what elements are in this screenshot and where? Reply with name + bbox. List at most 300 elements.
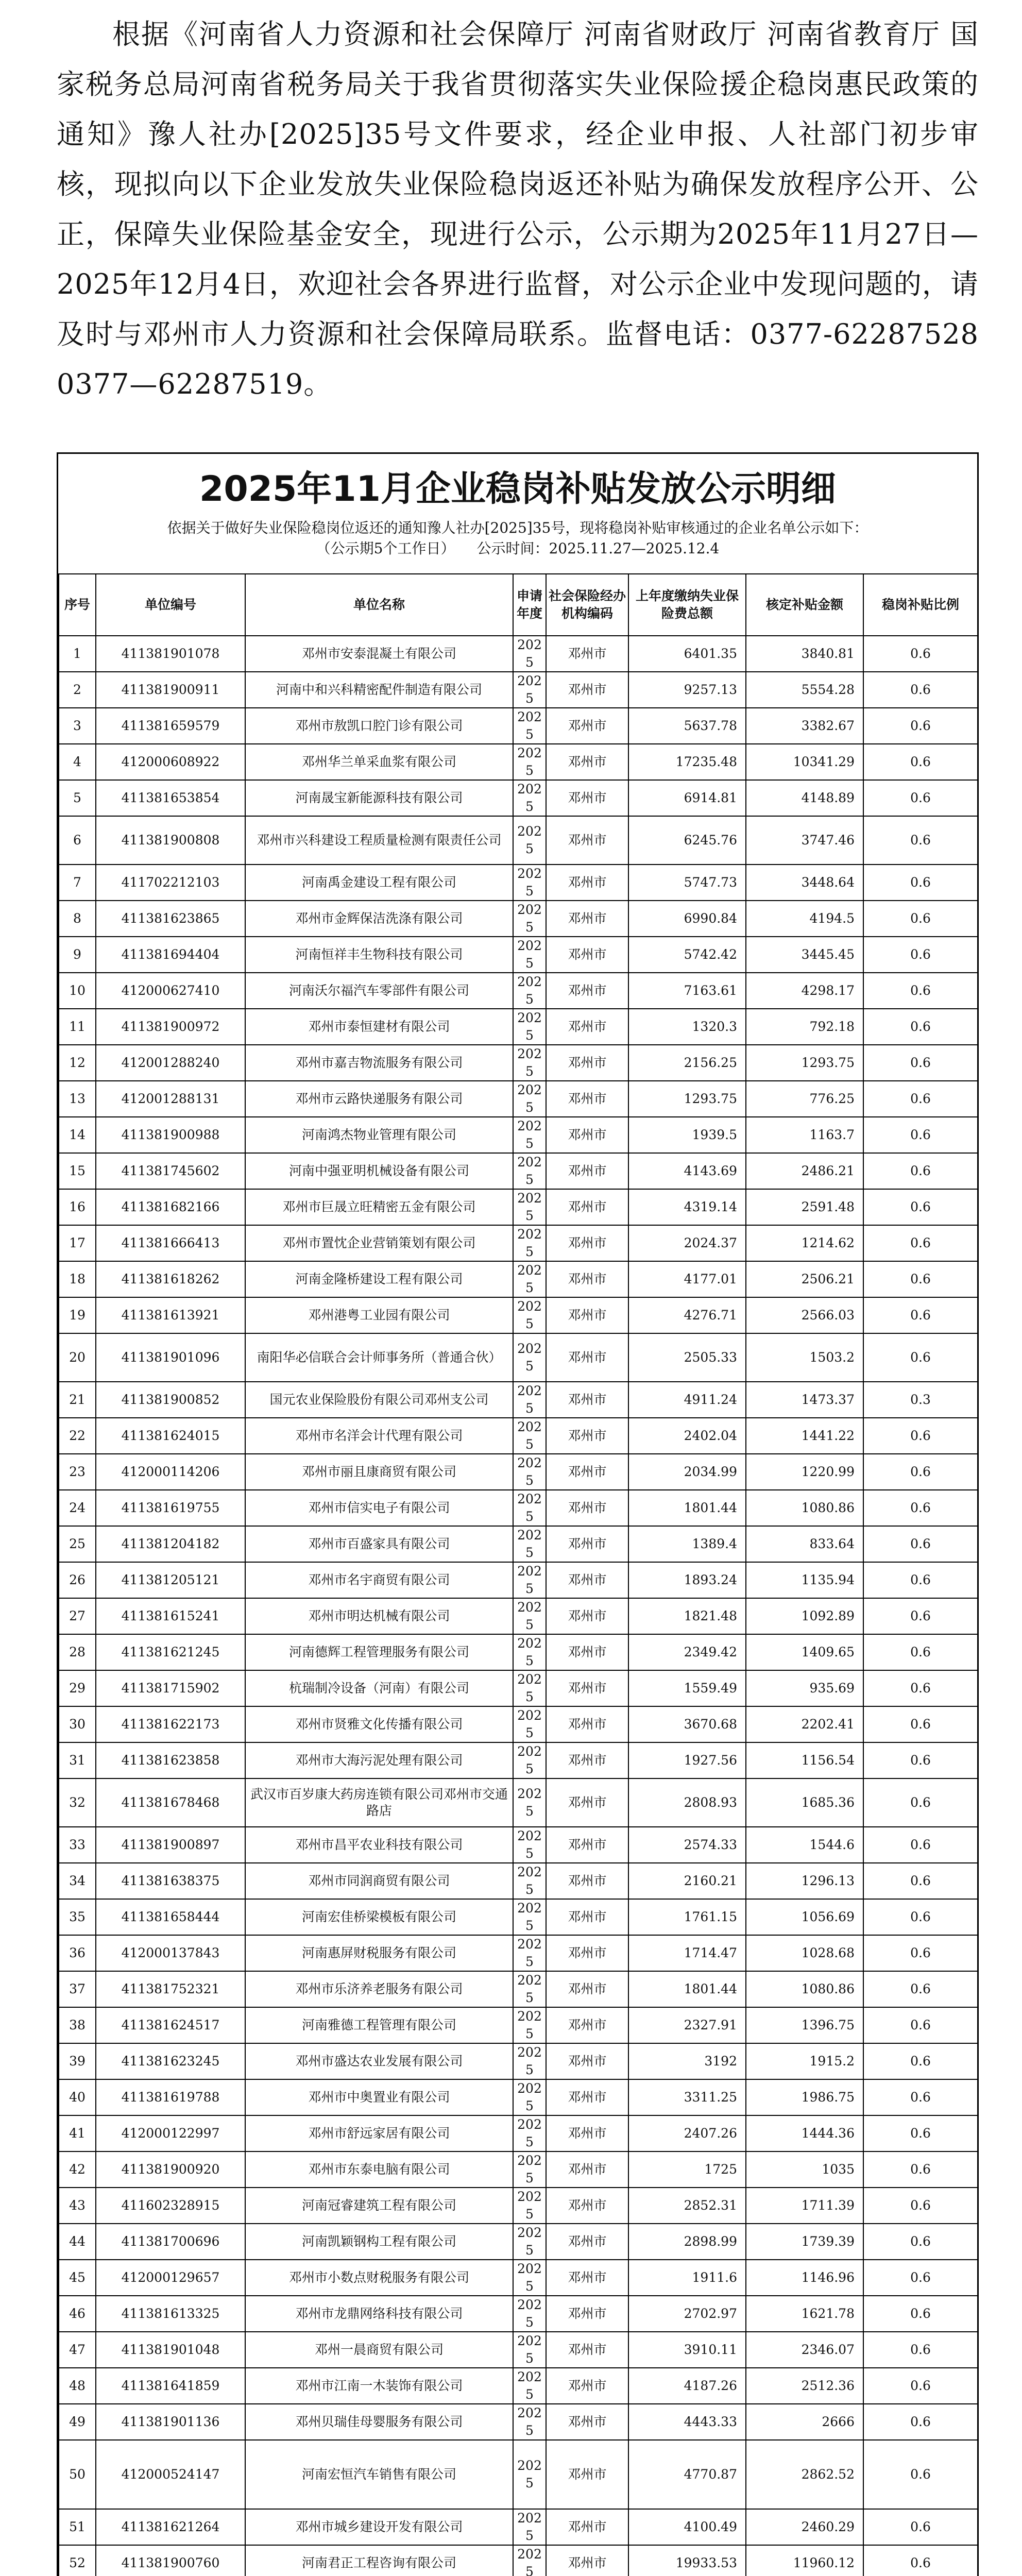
cell-subsidy: 1503.2: [746, 1333, 863, 1382]
cell-ratio: 0.6: [863, 1778, 978, 1827]
cell-ratio: 0.6: [863, 2115, 978, 2151]
cell-code: 412000524147: [96, 2440, 245, 2509]
cell-paid: 1927.56: [628, 1742, 746, 1778]
cell-agency: 邓州市: [546, 1778, 628, 1827]
table-row: [59, 2224, 978, 2260]
cell-year: 2025: [513, 1117, 546, 1153]
cell-name: 河南中和兴科精密配件制造有限公司: [245, 672, 513, 708]
cell-agency: 邓州市: [546, 1117, 628, 1153]
cell-paid: 2034.99: [628, 1454, 746, 1490]
cell-no: 12: [59, 1045, 96, 1081]
table-row: [59, 2368, 978, 2404]
cell-code: 411381613325: [96, 2296, 245, 2332]
header-code: 单位编号: [96, 574, 245, 636]
cell-paid: 17235.48: [628, 744, 746, 780]
header-year: 申请年度: [513, 574, 546, 636]
cell-name: 邓州一晨商贸有限公司: [245, 2332, 513, 2368]
cell-no: 23: [59, 1454, 96, 1490]
cell-year: 2025: [513, 1261, 546, 1297]
cell-code: 411381900760: [96, 2545, 245, 2576]
cell-code: 411381694404: [96, 937, 245, 973]
cell-subsidy: 2666: [746, 2404, 863, 2440]
cell-no: 51: [59, 2509, 96, 2545]
cell-subsidy: 2512.36: [746, 2368, 863, 2404]
cell-year: 2025: [513, 1670, 546, 1706]
table-row: [59, 1225, 978, 1261]
table-row: [59, 1778, 978, 1827]
table-title: 2025年11月企业稳岗补贴发放公示明细: [199, 468, 836, 510]
cell-year: 2025: [513, 1863, 546, 1899]
cell-code: 411702212103: [96, 865, 245, 901]
cell-ratio: 0.6: [863, 816, 978, 865]
cell-paid: 2898.99: [628, 2224, 746, 2260]
cell-subsidy: 935.69: [746, 1670, 863, 1706]
cell-year: 2025: [513, 1189, 546, 1225]
cell-agency: 邓州市: [546, 2043, 628, 2079]
table-row: [59, 1863, 978, 1899]
cell-year: 2025: [513, 2151, 546, 2188]
cell-year: 2025: [513, 1333, 546, 1382]
table-row: [59, 2440, 978, 2509]
cell-subsidy: 1621.78: [746, 2296, 863, 2332]
table-row: [59, 2007, 978, 2043]
cell-paid: 5742.42: [628, 937, 746, 973]
cell-name: 河南禹金建设工程有限公司: [245, 865, 513, 901]
cell-name: 邓州市同润商贸有限公司: [245, 1863, 513, 1899]
cell-agency: 邓州市: [546, 1454, 628, 1490]
cell-code: 411381619788: [96, 2079, 245, 2115]
cell-name: 邓州市名洋会计代理有限公司: [245, 1418, 513, 1454]
table-header-row: [59, 574, 978, 636]
cell-no: 38: [59, 2007, 96, 2043]
cell-agency: 邓州市: [546, 1261, 628, 1297]
cell-agency: 邓州市: [546, 1935, 628, 1971]
cell-year: 2025: [513, 2404, 546, 2440]
cell-subsidy: 1685.36: [746, 1778, 863, 1827]
table-row: [59, 1670, 978, 1706]
cell-subsidy: 2506.21: [746, 1261, 863, 1297]
cell-subsidy: 1444.36: [746, 2115, 863, 2151]
cell-no: 28: [59, 1634, 96, 1670]
cell-no: 46: [59, 2296, 96, 2332]
header-paid: 上年度缴纳失业保险费总额: [628, 574, 746, 636]
table-row: [59, 2545, 978, 2576]
cell-paid: 1801.44: [628, 1971, 746, 2007]
cell-name: 邓州市名宇商贸有限公司: [245, 1562, 513, 1598]
cell-agency: 邓州市: [546, 1418, 628, 1454]
cell-name: 邓州市百盛家具有限公司: [245, 1526, 513, 1562]
cell-no: 24: [59, 1490, 96, 1526]
cell-code: 411381678468: [96, 1778, 245, 1827]
table-row: [59, 2079, 978, 2115]
cell-code: 412000137843: [96, 1935, 245, 1971]
cell-ratio: 0.6: [863, 1081, 978, 1117]
cell-paid: 2505.33: [628, 1333, 746, 1382]
cell-agency: 邓州市: [546, 816, 628, 865]
cell-no: 36: [59, 1935, 96, 1971]
cell-code: 411381653854: [96, 780, 245, 816]
cell-code: 411381900988: [96, 1117, 245, 1153]
cell-code: 411381900808: [96, 816, 245, 865]
cell-year: 2025: [513, 937, 546, 973]
cell-paid: 3670.68: [628, 1706, 746, 1742]
cell-ratio: 0.6: [863, 2368, 978, 2404]
cell-code: 411381900920: [96, 2151, 245, 2188]
cell-name: 河南雅德工程管理有限公司: [245, 2007, 513, 2043]
cell-year: 2025: [513, 2332, 546, 2368]
cell-agency: 邓州市: [546, 1189, 628, 1225]
cell-name: 邓州市乐济养老服务有限公司: [245, 1971, 513, 2007]
cell-ratio: 0.6: [863, 2404, 978, 2440]
table-row: [59, 744, 978, 780]
cell-name: 邓州市云路快递服务有限公司: [245, 1081, 513, 1117]
cell-agency: 邓州市: [546, 2115, 628, 2151]
cell-no: 42: [59, 2151, 96, 2188]
cell-no: 6: [59, 816, 96, 865]
cell-code: 411381659579: [96, 708, 245, 744]
cell-name: 邓州市嘉吉物流服务有限公司: [245, 1045, 513, 1081]
cell-paid: 3910.11: [628, 2332, 746, 2368]
cell-year: 2025: [513, 1899, 546, 1935]
cell-name: 南阳华必信联合会计师事务所（普通合伙）: [245, 1333, 513, 1382]
cell-code: 411381658444: [96, 1899, 245, 1935]
cell-year: 2025: [513, 901, 546, 937]
cell-agency: 邓州市: [546, 744, 628, 780]
cell-agency: 邓州市: [546, 2007, 628, 2043]
cell-ratio: 0.6: [863, 2440, 978, 2509]
cell-code: 412001288240: [96, 1045, 245, 1081]
cell-paid: 2402.04: [628, 1418, 746, 1454]
cell-name: 河南鸿杰物业管理有限公司: [245, 1117, 513, 1153]
cell-year: 2025: [513, 1562, 546, 1598]
cell-subsidy: 2566.03: [746, 1297, 863, 1333]
cell-ratio: 0.6: [863, 672, 978, 708]
cell-name: 邓州市丽且康商贸有限公司: [245, 1454, 513, 1490]
cell-agency: 邓州市: [546, 1045, 628, 1081]
cell-code: 411381901136: [96, 2404, 245, 2440]
cell-subsidy: 1028.68: [746, 1935, 863, 1971]
cell-subsidy: 1296.13: [746, 1863, 863, 1899]
cell-agency: 邓州市: [546, 2368, 628, 2404]
table-row: [59, 2115, 978, 2151]
cell-subsidy: 2486.21: [746, 1153, 863, 1189]
cell-code: 412000114206: [96, 1454, 245, 1490]
cell-subsidy: 833.64: [746, 1526, 863, 1562]
cell-agency: 邓州市: [546, 780, 628, 816]
table-row: [59, 1562, 978, 1598]
cell-subsidy: 1035: [746, 2151, 863, 2188]
cell-name: 邓州市城乡建设开发有限公司: [245, 2509, 513, 2545]
cell-no: 30: [59, 1706, 96, 1742]
cell-ratio: 0.6: [863, 1742, 978, 1778]
cell-no: 35: [59, 1899, 96, 1935]
cell-agency: 邓州市: [546, 636, 628, 672]
table-row: [59, 780, 978, 816]
cell-name: 邓州市泰恒建材有限公司: [245, 1009, 513, 1045]
cell-paid: 4143.69: [628, 1153, 746, 1189]
cell-ratio: 0.6: [863, 2509, 978, 2545]
cell-agency: 邓州市: [546, 708, 628, 744]
cell-ratio: 0.6: [863, 1706, 978, 1742]
subsidy-table-frame: [57, 452, 979, 2576]
cell-paid: 1911.6: [628, 2260, 746, 2296]
cell-code: 411381900911: [96, 672, 245, 708]
cell-paid: 1893.24: [628, 1562, 746, 1598]
cell-name: 河南恒祥丰生物科技有限公司: [245, 937, 513, 973]
cell-code: 411381624517: [96, 2007, 245, 2043]
cell-ratio: 0.6: [863, 1418, 978, 1454]
table-row: [59, 1117, 978, 1153]
cell-no: 44: [59, 2224, 96, 2260]
cell-name: 邓州市大海污泥处理有限公司: [245, 1742, 513, 1778]
cell-name: 杭瑞制冷设备（河南）有限公司: [245, 1670, 513, 1706]
table-row: [59, 816, 978, 865]
cell-name: 邓州市贤雅文化传播有限公司: [245, 1706, 513, 1742]
cell-subsidy: 1409.65: [746, 1634, 863, 1670]
cell-ratio: 0.6: [863, 1045, 978, 1081]
cell-agency: 邓州市: [546, 1333, 628, 1382]
cell-agency: 邓州市: [546, 1382, 628, 1418]
table-row: [59, 865, 978, 901]
table-row: [59, 1971, 978, 2007]
cell-subsidy: 1220.99: [746, 1454, 863, 1490]
cell-name: 河南晟宝新能源科技有限公司: [245, 780, 513, 816]
cell-year: 2025: [513, 1153, 546, 1189]
cell-code: 411381901078: [96, 636, 245, 672]
cell-paid: 6914.81: [628, 780, 746, 816]
cell-agency: 邓州市: [546, 1706, 628, 1742]
cell-agency: 邓州市: [546, 1297, 628, 1333]
cell-code: 412000608922: [96, 744, 245, 780]
cell-subsidy: 10341.29: [746, 744, 863, 780]
cell-name: 邓州市金辉保洁洗涤有限公司: [245, 901, 513, 937]
cell-paid: 1714.47: [628, 1935, 746, 1971]
cell-ratio: 0.6: [863, 1009, 978, 1045]
cell-no: 43: [59, 2188, 96, 2224]
table-row: [59, 1297, 978, 1333]
cell-paid: 2024.37: [628, 1225, 746, 1261]
cell-no: 32: [59, 1778, 96, 1827]
cell-name: 邓州市中奥置业有限公司: [245, 2079, 513, 2115]
cell-paid: 4177.01: [628, 1261, 746, 1297]
cell-ratio: 0.6: [863, 2043, 978, 2079]
cell-agency: 邓州市: [546, 2545, 628, 2576]
table-row: [59, 708, 978, 744]
cell-subsidy: 3747.46: [746, 816, 863, 865]
cell-no: 13: [59, 1081, 96, 1117]
notice-line-2: （公示期5个工作日） 公示时间：2025.11.27—2025.12.4: [316, 540, 720, 557]
cell-ratio: 0.6: [863, 2224, 978, 2260]
cell-ratio: 0.6: [863, 2296, 978, 2332]
cell-agency: 邓州市: [546, 865, 628, 901]
cell-no: 20: [59, 1333, 96, 1382]
cell-agency: 邓州市: [546, 2332, 628, 2368]
header-subsidy: 核定补贴金额: [746, 574, 863, 636]
cell-name: 邓州市盛达农业发展有限公司: [245, 2043, 513, 2079]
cell-ratio: 0.6: [863, 1863, 978, 1899]
cell-no: 16: [59, 1189, 96, 1225]
cell-paid: 5637.78: [628, 708, 746, 744]
cell-code: 411381638375: [96, 1863, 245, 1899]
cell-code: 411381682166: [96, 1189, 245, 1225]
cell-subsidy: 2346.07: [746, 2332, 863, 2368]
cell-no: 41: [59, 2115, 96, 2151]
cell-name: 邓州市明达机械有限公司: [245, 1598, 513, 1634]
table-row: [59, 973, 978, 1009]
cell-name: 河南宏佳桥梁模板有限公司: [245, 1899, 513, 1935]
cell-year: 2025: [513, 2509, 546, 2545]
table-row: [59, 1418, 978, 1454]
cell-agency: 邓州市: [546, 2079, 628, 2115]
cell-paid: 4443.33: [628, 2404, 746, 2440]
cell-name: 河南冠睿建筑工程有限公司: [245, 2188, 513, 2224]
cell-paid: 4187.26: [628, 2368, 746, 2404]
cell-code: 412000627410: [96, 973, 245, 1009]
cell-paid: 1821.48: [628, 1598, 746, 1634]
cell-paid: 1389.4: [628, 1526, 746, 1562]
cell-agency: 邓州市: [546, 1827, 628, 1863]
cell-ratio: 0.6: [863, 901, 978, 937]
cell-ratio: 0.6: [863, 2260, 978, 2296]
cell-code: 411381623858: [96, 1742, 245, 1778]
cell-no: 45: [59, 2260, 96, 2296]
cell-no: 27: [59, 1598, 96, 1634]
cell-no: 52: [59, 2545, 96, 2576]
cell-ratio: 0.6: [863, 1670, 978, 1706]
cell-name: 邓州贝瑞佳母婴服务有限公司: [245, 2404, 513, 2440]
cell-year: 2025: [513, 1490, 546, 1526]
cell-year: 2025: [513, 2115, 546, 2151]
cell-name: 河南中强亚明机械设备有限公司: [245, 1153, 513, 1189]
cell-subsidy: 4194.5: [746, 901, 863, 937]
cell-year: 2025: [513, 1827, 546, 1863]
cell-paid: 1761.15: [628, 1899, 746, 1935]
cell-agency: 邓州市: [546, 973, 628, 1009]
cell-subsidy: 1163.7: [746, 1117, 863, 1153]
table-row: [59, 1742, 978, 1778]
cell-name: 邓州市龙鼎网络科技有限公司: [245, 2296, 513, 2332]
cell-ratio: 0.6: [863, 1526, 978, 1562]
cell-no: 50: [59, 2440, 96, 2509]
cell-paid: 2808.93: [628, 1778, 746, 1827]
cell-year: 2025: [513, 708, 546, 744]
table-row: [59, 1827, 978, 1863]
cell-paid: 6401.35: [628, 636, 746, 672]
cell-code: 411381624015: [96, 1418, 245, 1454]
cell-name: 邓州华兰单采血浆有限公司: [245, 744, 513, 780]
cell-subsidy: 3382.67: [746, 708, 863, 744]
cell-paid: 2407.26: [628, 2115, 746, 2151]
cell-name: 河南德辉工程管理服务有限公司: [245, 1634, 513, 1670]
cell-paid: 2574.33: [628, 1827, 746, 1863]
cell-code: 411381666413: [96, 1225, 245, 1261]
cell-subsidy: 1080.86: [746, 1490, 863, 1526]
cell-ratio: 0.6: [863, 1297, 978, 1333]
cell-paid: 2156.25: [628, 1045, 746, 1081]
cell-code: 411381641859: [96, 2368, 245, 2404]
cell-name: 武汉市百岁康大药房连锁有限公司邓州市交通路店: [245, 1778, 513, 1827]
table-row: [59, 937, 978, 973]
cell-no: 48: [59, 2368, 96, 2404]
cell-ratio: 0.6: [863, 1454, 978, 1490]
cell-no: 5: [59, 780, 96, 816]
cell-year: 2025: [513, 2043, 546, 2079]
cell-year: 2025: [513, 1706, 546, 1742]
cell-name: 河南宏恒汽车销售有限公司: [245, 2440, 513, 2509]
cell-ratio: 0.6: [863, 780, 978, 816]
cell-year: 2025: [513, 744, 546, 780]
table-row: [59, 1045, 978, 1081]
cell-name: 邓州市兴科建设工程质量检测有限责任公司: [245, 816, 513, 865]
cell-paid: 2702.97: [628, 2296, 746, 2332]
cell-ratio: 0.6: [863, 2332, 978, 2368]
table-row: [59, 1009, 978, 1045]
table-row: [59, 2188, 978, 2224]
cell-code: 412000122997: [96, 2115, 245, 2151]
table-row: [59, 2509, 978, 2545]
cell-code: 411381613921: [96, 1297, 245, 1333]
cell-paid: 3192: [628, 2043, 746, 2079]
table-row: [59, 1081, 978, 1117]
cell-subsidy: 3840.81: [746, 636, 863, 672]
cell-year: 2025: [513, 2007, 546, 2043]
cell-name: 邓州市安泰混凝土有限公司: [245, 636, 513, 672]
table-row: [59, 901, 978, 937]
cell-year: 2025: [513, 1598, 546, 1634]
cell-subsidy: 4148.89: [746, 780, 863, 816]
cell-subsidy: 1473.37: [746, 1382, 863, 1418]
table-row: [59, 1189, 978, 1225]
cell-year: 2025: [513, 1526, 546, 1562]
cell-code: 411381900897: [96, 1827, 245, 1863]
cell-code: 412001288131: [96, 1081, 245, 1117]
cell-ratio: 0.6: [863, 1261, 978, 1297]
table-body: [59, 636, 978, 2576]
cell-ratio: 0.6: [863, 1899, 978, 1935]
cell-paid: 1939.5: [628, 1117, 746, 1153]
cell-code: 412000129657: [96, 2260, 245, 2296]
cell-year: 2025: [513, 1634, 546, 1670]
cell-subsidy: 1396.75: [746, 2007, 863, 2043]
cell-code: 411381622173: [96, 1706, 245, 1742]
cell-year: 2025: [513, 2079, 546, 2115]
cell-year: 2025: [513, 1418, 546, 1454]
cell-name: 邓州市昌平农业科技有限公司: [245, 1827, 513, 1863]
cell-agency: 邓州市: [546, 1225, 628, 1261]
cell-year: 2025: [513, 1297, 546, 1333]
cell-year: 2025: [513, 636, 546, 672]
cell-subsidy: 1080.86: [746, 1971, 863, 2007]
cell-code: 411381700696: [96, 2224, 245, 2260]
cell-year: 2025: [513, 2188, 546, 2224]
cell-year: 2025: [513, 2368, 546, 2404]
cell-ratio: 0.6: [863, 1153, 978, 1189]
cell-ratio: 0.6: [863, 1827, 978, 1863]
cell-code: 411381619755: [96, 1490, 245, 1526]
cell-no: 37: [59, 1971, 96, 2007]
cell-subsidy: 1915.2: [746, 2043, 863, 2079]
cell-no: 2: [59, 672, 96, 708]
cell-agency: 邓州市: [546, 672, 628, 708]
cell-name: 河南君正工程咨询有限公司: [245, 2545, 513, 2576]
intro-paragraph: [57, 9, 979, 409]
cell-name: 国元农业保险股份有限公司邓州支公司: [245, 1382, 513, 1418]
cell-no: 21: [59, 1382, 96, 1418]
cell-subsidy: 5554.28: [746, 672, 863, 708]
table-row: [59, 1382, 978, 1418]
cell-ratio: 0.6: [863, 1189, 978, 1225]
cell-no: 15: [59, 1153, 96, 1189]
